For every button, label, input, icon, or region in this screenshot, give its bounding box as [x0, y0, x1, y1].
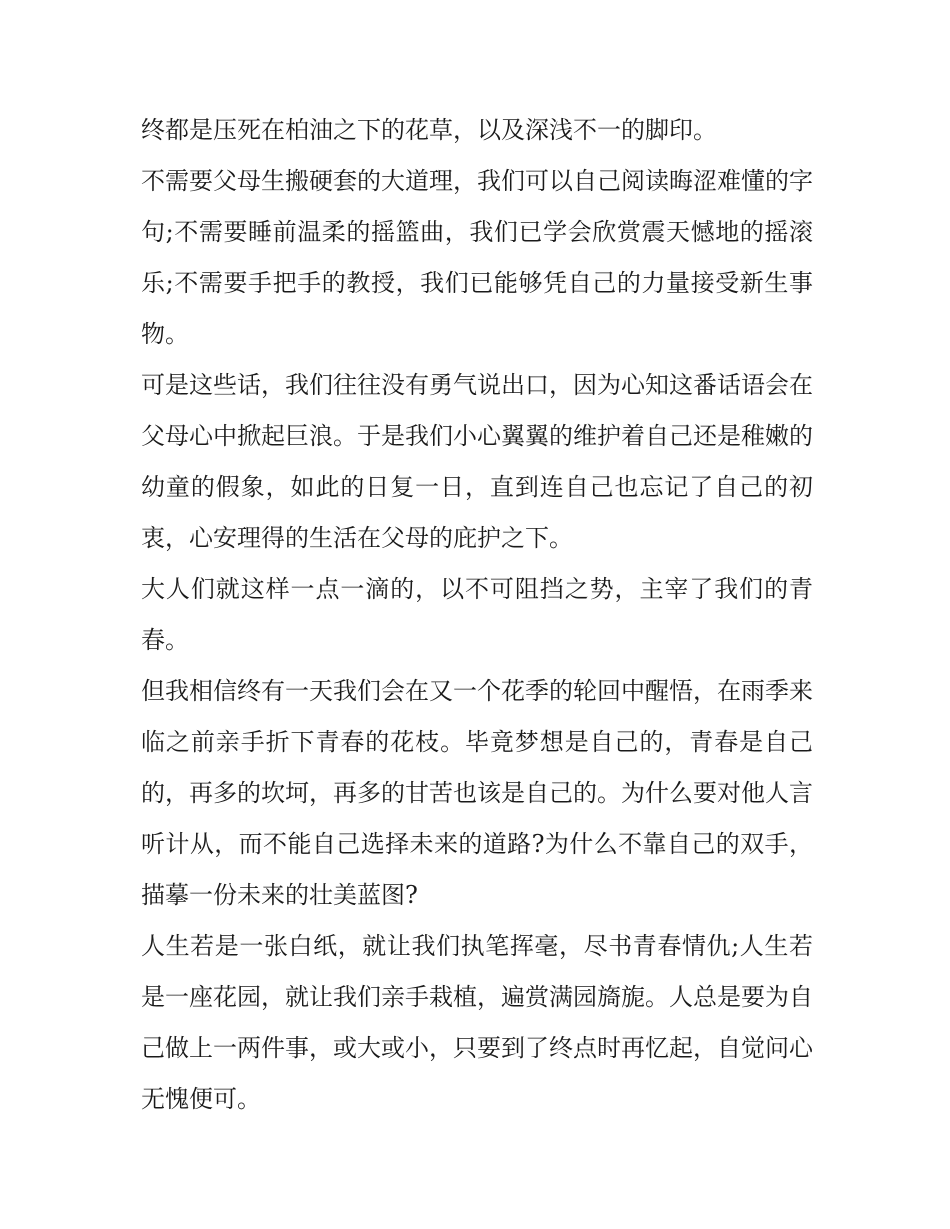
document-body	[141, 105, 813, 1125]
paragraph: 终都是压死在柏油之下的花草，以及深浅不一的脚印。	[141, 116, 717, 144]
paragraph: 可是这些话，我们往往没有勇气说出口，因为心知这番话语会在父母心中掀起巨浪。于是我们小心翼翼的维护着自己还是稚嫩的幼童的假象，如此的日复一日，直到连自己也忘记了自己的初衷，心安理得的生活在父母的庇护之下。	[141, 371, 813, 552]
paragraph: 但我相信终有一天我们会在又一个花季的轮回中醒悟，在雨季来临之前亲手折下青春的花枝。毕竟梦想是自己的，青春是自己的，再多的坎坷，再多的甘苦也该是自己的。为什么要对他人言听计从，而不能自己选择未来的道路?为什么不靠自己的双手，描摹一份未来的壮美蓝图?	[141, 677, 813, 909]
paragraph: 大人们就这样一点一滴的，以不可阻挡之势，主宰了我们的青春。	[141, 575, 813, 654]
paragraph: 人生若是一张白纸，就让我们执笔挥毫，尽书青春情仇;人生若是一座花园，就让我们亲手栽植，遍赏满园旖旎。人总是要为自己做上一两件事，或大或小，只要到了终点时再忆起，自觉问心无愧便可。	[141, 932, 813, 1113]
paragraph: 不需要父母生搬硬套的大道理，我们可以自己阅读晦涩难懂的字句;不需要睡前温柔的摇篮曲，我们已学会欣赏震天憾地的摇滚乐;不需要手把手的教授，我们已能够凭自己的力量接受新生事物。	[141, 167, 813, 348]
